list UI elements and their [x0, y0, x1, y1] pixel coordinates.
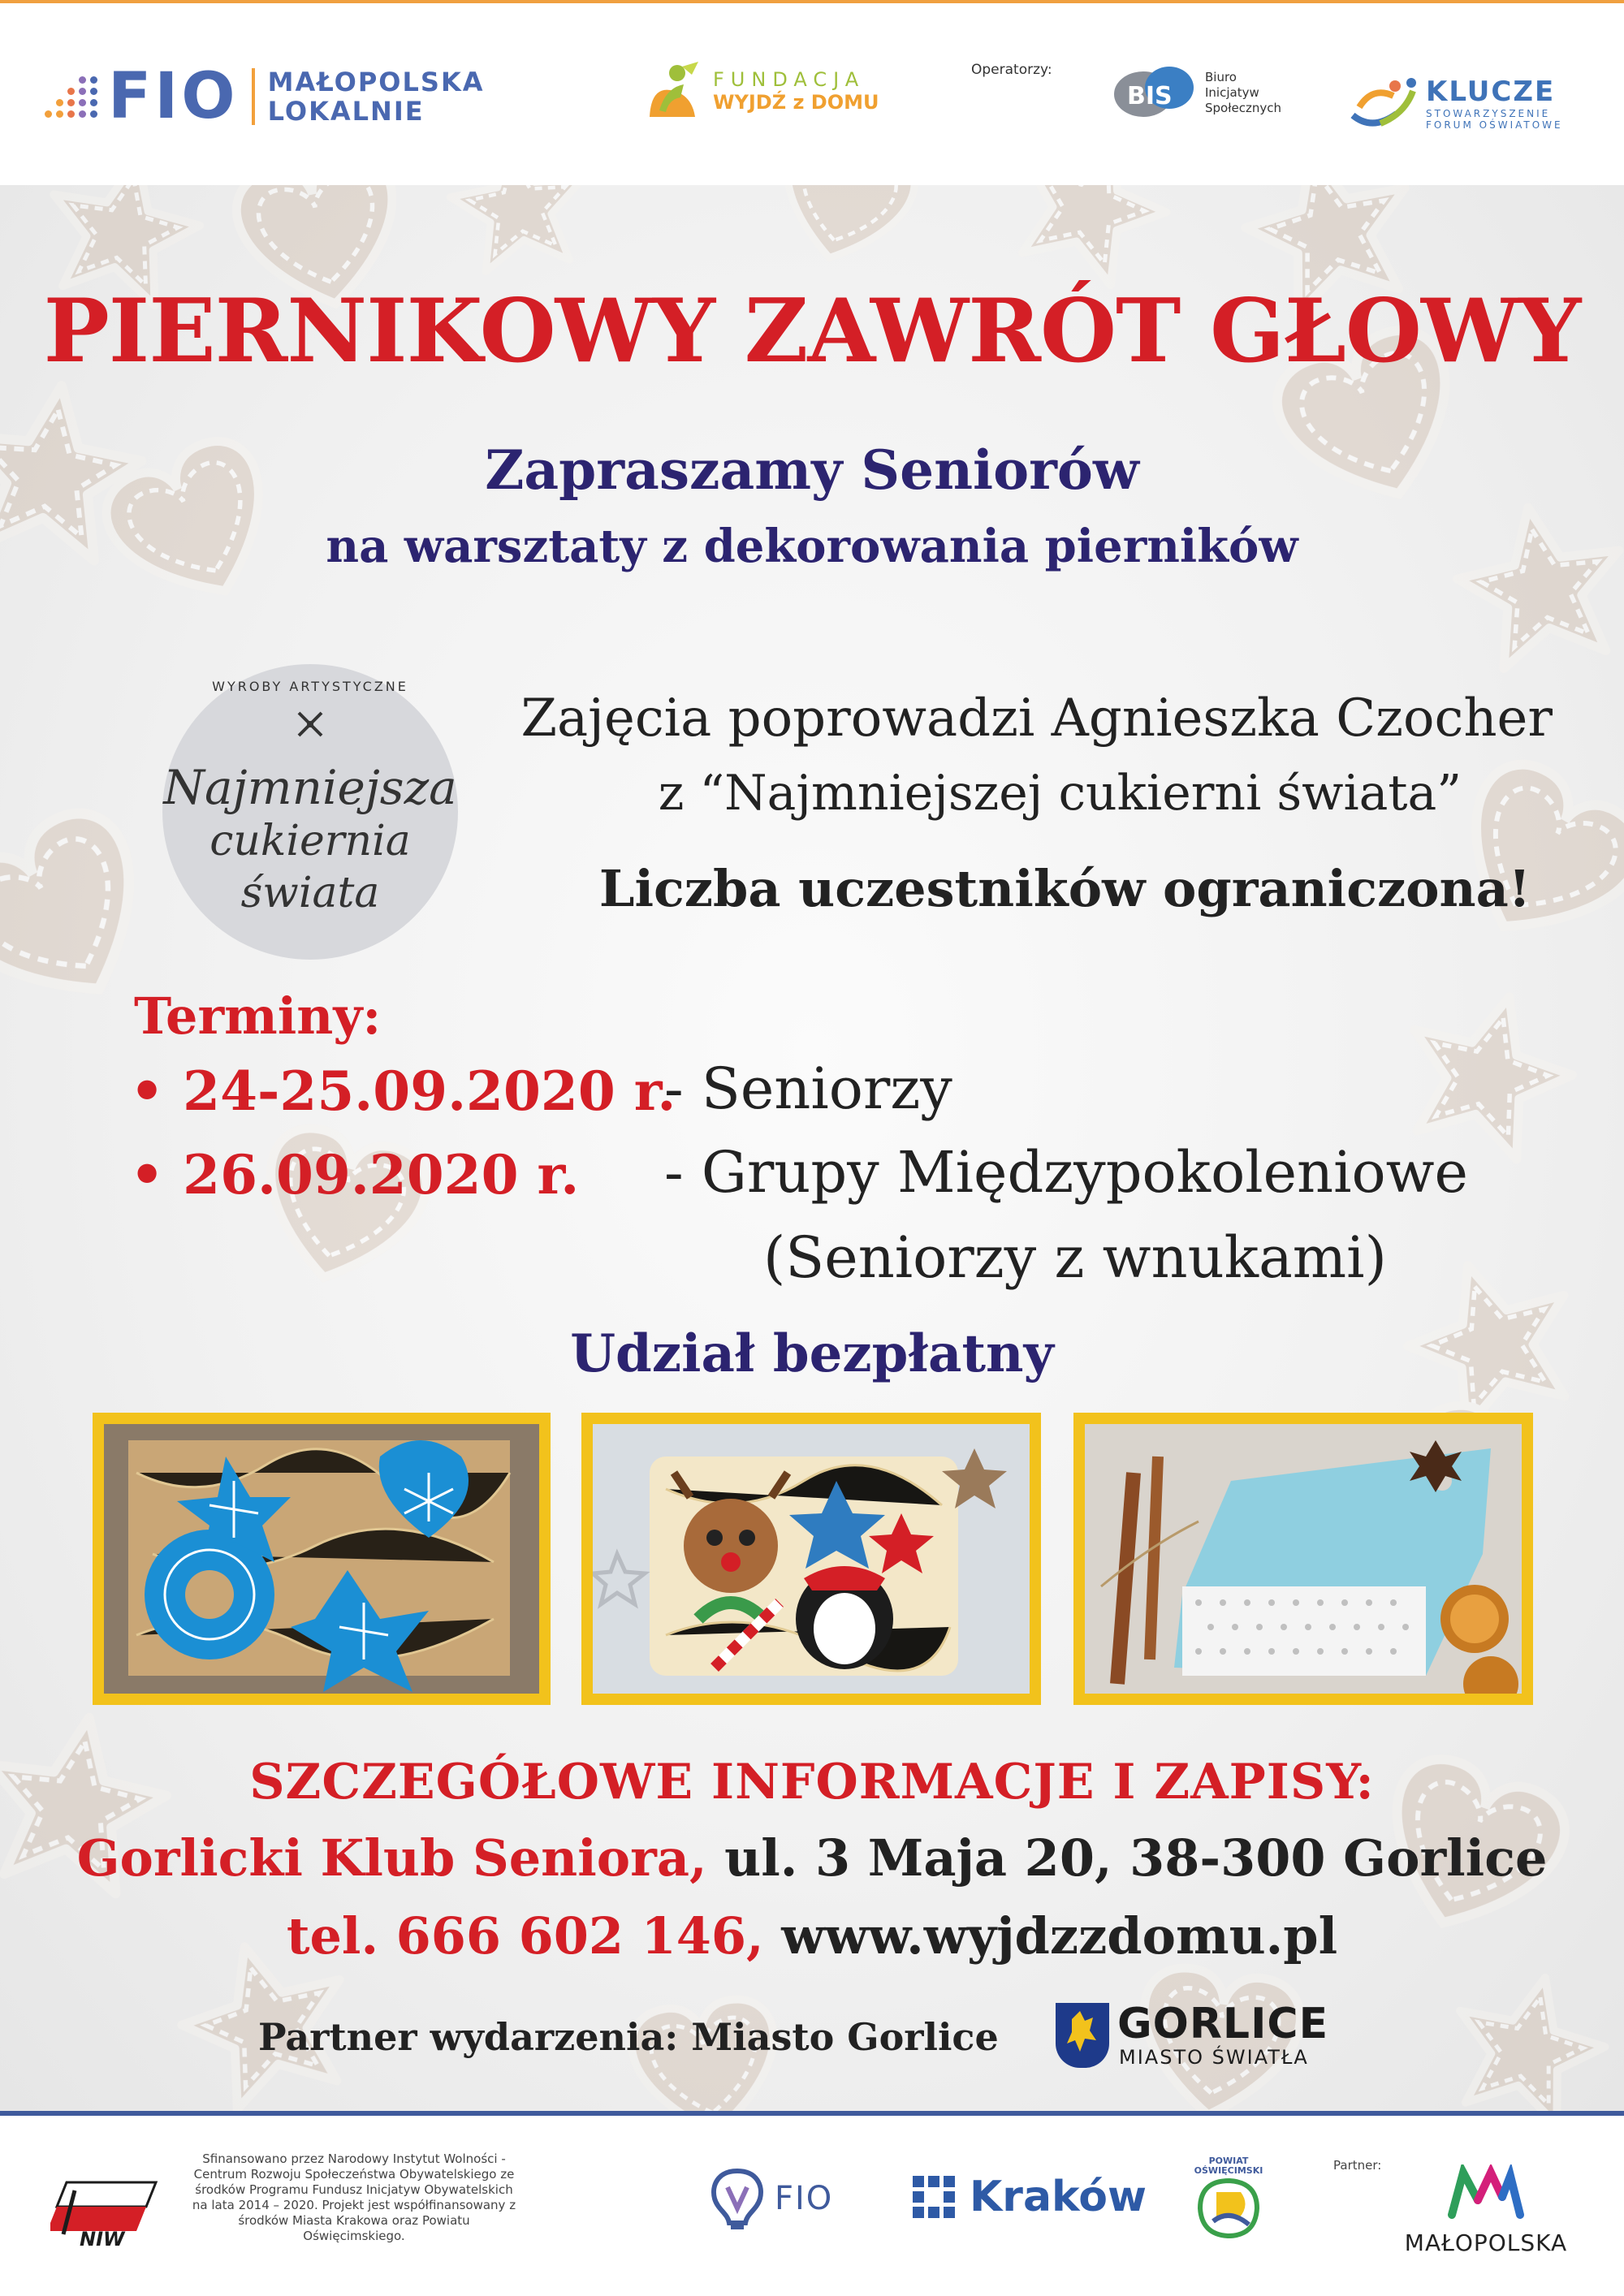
gorlice-logo — [1056, 2002, 1328, 2069]
bis-line1: Biuro — [1205, 69, 1237, 84]
fio-brand-text: FIO — [108, 60, 239, 133]
term-date-2: • 26.09.2020 r. — [130, 1143, 580, 1206]
fundacja-text — [713, 68, 879, 114]
info-address-line — [0, 1828, 1624, 1888]
funding-disclaimer: Sfinansowano przez Narodowy Instytut Wolności - Centrum Rozwoju Społeczeństwa Obywatelskiego ze środków Programu Fundusz Inicjatyw Obywatelskich na lata 2014 – 2020. Projekt jest współfinansowany z środków Miasta Krakowa oraz Powiatu Oświęcimskiego. — [192, 2151, 516, 2243]
info-contact-line — [0, 1906, 1624, 1966]
gorlice-shield-icon — [1056, 2003, 1109, 2068]
malopolska-label: MAŁOPOLSKA — [1404, 2229, 1568, 2256]
malopolska-logo — [1397, 2164, 1575, 2256]
photo-blue-cookies — [93, 1413, 551, 1705]
term-date-1: • 24-25.09.2020 r. — [130, 1060, 676, 1123]
info-phone[interactable]: tel. 666 602 146, — [286, 1906, 764, 1966]
footer-sponsors — [0, 2116, 1624, 2296]
operators-label: Operatorzy: — [971, 62, 1052, 78]
krakow-logo — [909, 2173, 1147, 2221]
fundacja-figure-icon — [641, 60, 703, 122]
term-group-2: - Grupy Międzypokoleniowe — [664, 1139, 1468, 1206]
invite-line2: na warsztaty z dekorowania pierników — [326, 520, 1298, 573]
fio-lightbulb-icon — [706, 2166, 768, 2231]
niw-logo — [50, 2174, 164, 2247]
powiat-oswiecimski-logo — [1192, 2156, 1265, 2244]
footer-partner-label: Partner: — [1333, 2158, 1382, 2173]
bis-mark-text: BIS — [1127, 82, 1173, 110]
klucze-line2: FORUM OŚWIATOWE — [1426, 119, 1563, 131]
badge-script-line1: Najmniejsza — [163, 760, 457, 815]
fundacja-wyjdz-z-domu-logo — [641, 60, 879, 122]
badge-script-line2: cukiernia — [209, 817, 411, 865]
leader-line2: z “Najmniejszej cukierni świata” — [658, 765, 1462, 822]
fio-malopolska-logo — [45, 60, 485, 133]
bis-logo — [1111, 60, 1281, 125]
gorlice-sub: MIASTO ŚWIATŁA — [1119, 2046, 1309, 2069]
powiat-emblem-icon — [1192, 2176, 1265, 2241]
klucze-text — [1426, 76, 1563, 131]
bis-line3: Społecznych — [1205, 100, 1281, 115]
badge-script-line3: świata — [240, 869, 380, 917]
fundacja-line1: FUNDACJA — [713, 68, 866, 91]
bis-bubble-icon — [1111, 60, 1200, 125]
fio-subtitle — [268, 67, 485, 126]
participants-limit: Liczba uczestników ograniczona! — [598, 859, 1531, 918]
klucze-swirl-icon — [1348, 75, 1426, 132]
powiat-line1: POWIAT — [1208, 2156, 1249, 2166]
bis-line2: Inicjatyw — [1205, 84, 1259, 100]
powiat-line2: OŚWIĘCIMSKI — [1194, 2165, 1263, 2176]
krakow-label: Kraków — [970, 2173, 1147, 2221]
klucze-logo — [1348, 75, 1563, 132]
rolling-pin-icon — [294, 708, 326, 744]
free-participation: Udział bezpłatny — [570, 1323, 1054, 1384]
krakow-grid-icon — [909, 2173, 958, 2221]
info-address: ul. 3 Maja 20, 38-300 Gorlice — [706, 1828, 1548, 1888]
cukiernia-badge-logo — [162, 664, 458, 960]
info-place: Gorlicki Klub Seniora, — [76, 1828, 707, 1888]
invite-line1: Zapraszamy Seniorów — [485, 438, 1139, 502]
header-logos-bar — [0, 0, 1624, 185]
poster-title: PIERNIKOWY ZAWRÓT GŁOWY — [43, 280, 1581, 382]
malopolska-m-icon — [1445, 2164, 1527, 2221]
fio-subtitle-line1: MAŁOPOLSKA — [267, 67, 485, 97]
fio-subtitle-line2: LOKALNIE — [267, 96, 425, 127]
footer-fio-logo — [706, 2166, 833, 2231]
bis-text — [1205, 70, 1281, 116]
gorlice-name: GORLICE — [1117, 2000, 1329, 2048]
niw-label: NIW — [80, 2228, 125, 2247]
fio-dots-icon — [45, 68, 102, 125]
term-group-note: (Seniorzy z wnukami) — [763, 1224, 1387, 1291]
fio-separator — [252, 68, 255, 125]
footer-fio-label: FIO — [775, 2180, 834, 2217]
fundacja-line2: WYJDŹ z DOMU — [713, 91, 879, 114]
info-website[interactable]: www.wyjdzzdomu.pl — [763, 1906, 1338, 1966]
leader-line1: Zajęcia poprowadzi Agnieszka Czocher — [520, 688, 1553, 749]
photo-reindeer-penguin-cookies — [581, 1413, 1041, 1705]
photo-house-cookie — [1073, 1413, 1533, 1705]
event-partner: Partner wydarzenia: Miasto Gorlice — [258, 2015, 999, 2059]
info-heading: SZCZEGÓŁOWE INFORMACJE I ZAPISY: — [249, 1754, 1375, 1810]
klucze-name: KLUCZE — [1426, 76, 1556, 108]
klucze-line1: STOWARZYSZENIE — [1426, 108, 1551, 119]
terms-heading: Terminy: — [134, 986, 382, 1046]
badge-top-text: WYROBY ARTYSTYCZNE — [212, 679, 408, 694]
term-group-1: - Seniorzy — [664, 1055, 952, 1122]
